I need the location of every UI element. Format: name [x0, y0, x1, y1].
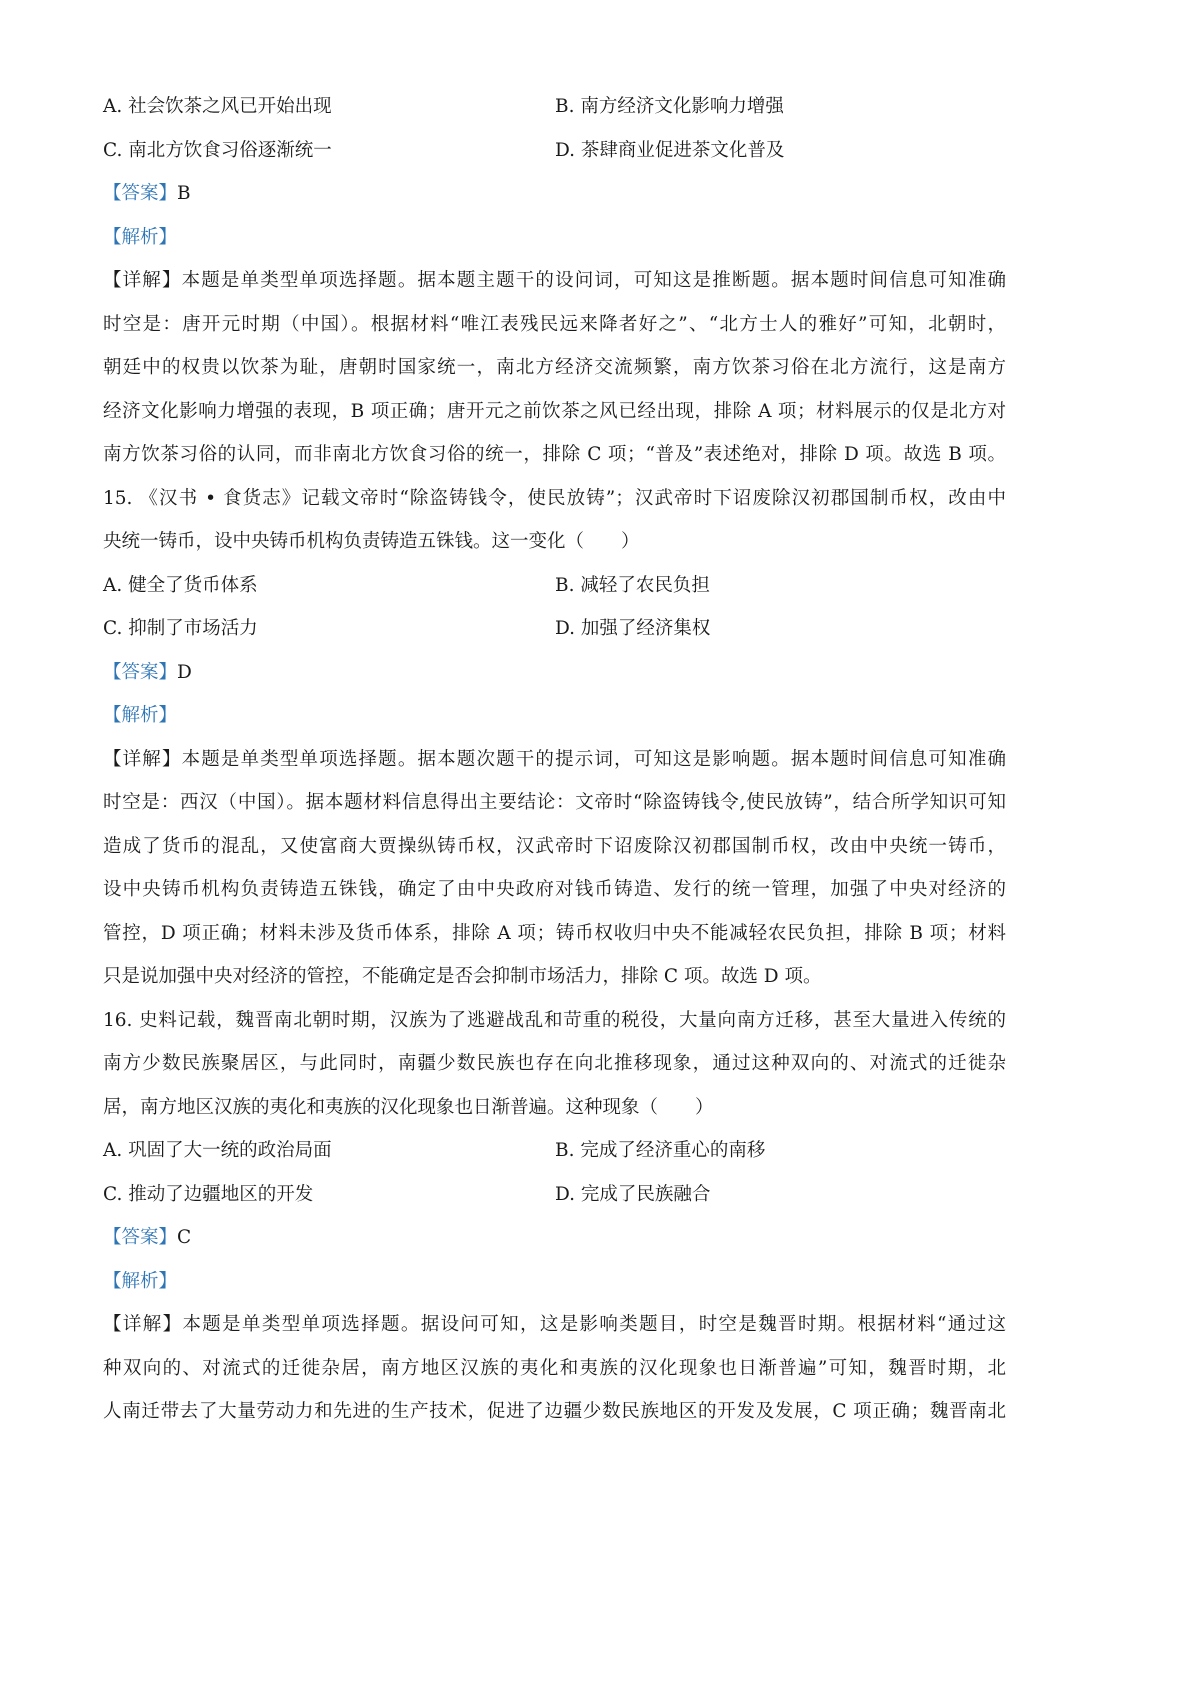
detail-tag: 【详解】 — [103, 270, 182, 291]
q14-detail-line-3: 朝廷中的权贵以饮茶为耻，唐朝时国家统一，南北方经济交流频繁，南方饮茶习俗在北方流行，这是南方 — [103, 357, 1006, 378]
q15-option-b: B. 减轻了农民负担 — [555, 575, 710, 596]
q15-detail-line-1 — [103, 748, 1006, 772]
q15-analysis-tag: 【解析】 — [103, 705, 178, 726]
answer-value: B — [177, 183, 191, 204]
q15-option-a: A. 健全了货币体系 — [103, 575, 258, 596]
q16-detail-line-2: 种双向的、对流式的迁徙杂居，南方地区汉族的夷化和夷族的汉化现象也日渐普遍”可知，魏晋时期，北 — [103, 1358, 1006, 1379]
q15-answer — [103, 661, 192, 685]
q16-option-c: C. 推动了边疆地区的开发 — [103, 1184, 314, 1205]
q15-detail-line-3: 造成了货币的混乱，又使富商大贾操纵铸币权，汉武帝时下诏废除汉初郡国制币权，改由中央统一铸币， — [103, 836, 1006, 857]
q15-stem-line-1: 15. 《汉书 • 食货志》记载文帝时“除盗铸钱令，使民放铸”；汉武帝时下诏废除汉初郡国制币权，改由中 — [103, 488, 1006, 509]
q14-detail-line-1 — [103, 269, 1006, 293]
q16-analysis-tag: 【解析】 — [103, 1271, 178, 1292]
q14-option-a: A. 社会饮茶之风已开始出现 — [103, 96, 332, 117]
q15-detail-line-5: 管控，D 项正确；材料未涉及货币体系，排除 A 项；铸币权收归中央不能减轻农民负担，排除 B 项；材料 — [103, 923, 1006, 944]
q14-answer — [103, 182, 191, 206]
answer-tag: 【答案】 — [103, 1227, 178, 1248]
q15-detail-line-2: 时空是：西汉（中国）。据本题材料信息得出主要结论：文帝时“除盗铸钱令,使民放铸”，结合所学知识可知 — [103, 792, 1006, 813]
detail-text: 本题是单类型单项选择题。据本题主题干的设问词，可知这是推断题。据本题时间信息可知准确 — [181, 270, 1006, 291]
q14-option-c: C. 南北方饮食习俗逐渐统一 — [103, 140, 332, 161]
q16-option-d: D. 完成了民族融合 — [555, 1184, 711, 1205]
q16-option-b: B. 完成了经济重心的南移 — [555, 1140, 766, 1161]
q14-detail-line-4: 经济文化影响力增强的表现，B 项正确；唐开元之前饮茶之风已经出现，排除 A 项；材料展示的仅是北方对 — [103, 401, 1006, 422]
q16-stem-line-3: 居，南方地区汉族的夷化和夷族的汉化现象也日渐普遍。这种现象（ ） — [103, 1097, 714, 1118]
q16-stem-line-1: 16. 史料记载，魏晋南北朝时期，汉族为了逃避战乱和苛重的税役，大量向南方迁移，甚至大量进入传统的 — [103, 1010, 1006, 1031]
answer-tag: 【答案】 — [103, 662, 178, 683]
q14-detail-line-2: 时空是：唐开元时期（中国）。根据材料“唯江表残民远来降者好之”、“北方士人的雅好”可知，北朝时， — [103, 314, 1006, 335]
q14-analysis-tag: 【解析】 — [103, 227, 178, 248]
answer-value: C — [177, 1227, 192, 1248]
q15-option-c: C. 抑制了市场活力 — [103, 618, 258, 639]
q15-stem-line-2: 央统一铸币，设中央铸币机构负责铸造五铢钱。这一变化（ ） — [103, 531, 640, 552]
q16-option-a: A. 巩固了大一统的政治局面 — [103, 1140, 332, 1161]
q15-detail-line-4: 设中央铸币机构负责铸造五铢钱，确定了由中央政府对钱币铸造、发行的统一管理，加强了中央对经济的 — [103, 879, 1006, 900]
q14-option-d: D. 茶肆商业促进茶文化普及 — [555, 140, 785, 161]
q14-option-b: B. 南方经济文化影响力增强 — [555, 96, 784, 117]
answer-value: D — [177, 662, 192, 683]
q16-answer — [103, 1226, 191, 1250]
detail-tag: 【详解】 — [103, 749, 182, 770]
q16-stem-line-2: 南方少数民族聚居区，与此同时，南疆少数民族也存在向北推移现象，通过这种双向的、对流式的迁徙杂 — [103, 1053, 1006, 1074]
detail-text: 本题是单类型单项选择题。据本题次题干的提示词，可知这是影响题。据本题时间信息可知准确 — [181, 749, 1006, 770]
detail-text: 本题是单类型单项选择题。据设问可知，这是影响类题目，时空是魏晋时期。根据材料“通过这 — [182, 1314, 1006, 1335]
q16-detail-line-1 — [103, 1313, 1006, 1337]
q14-detail-line-5: 南方饮茶习俗的认同，而非南北方饮食习俗的统一，排除 C 项；“普及”表述绝对，排除 D 项。故选 B 项。 — [103, 444, 1006, 465]
q16-detail-line-3: 人南迁带去了大量劳动力和先进的生产技术，促进了边疆少数民族地区的开发及发展，C 项正确；魏晋南北 — [103, 1401, 1006, 1422]
q15-detail-line-6: 只是说加强中央对经济的管控，不能确定是否会抑制市场活力，排除 C 项。故选 D 项。 — [103, 966, 822, 987]
answer-tag: 【答案】 — [103, 183, 178, 204]
detail-tag: 【详解】 — [103, 1314, 183, 1335]
q15-option-d: D. 加强了经济集权 — [555, 618, 711, 639]
